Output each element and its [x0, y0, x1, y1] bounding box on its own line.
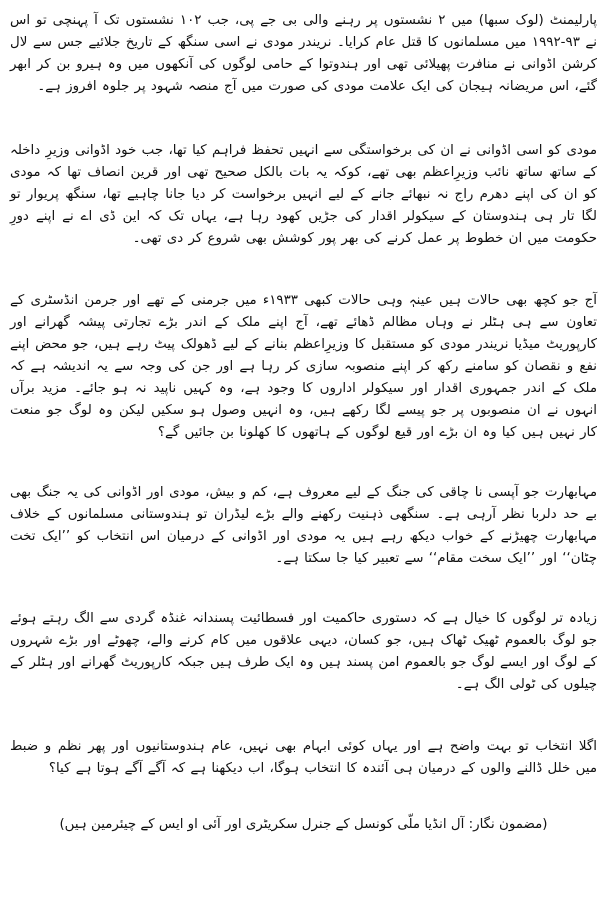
article-paragraph-2: مودی کو اسی اڈوانی نے ان کی برخواستگی سے انہیں تحفظ فراہم کیا تھا، جب خود اڈوانی وزیرِ داخلہ کے ساتھ ساتھ نائب وزیرِاعظم بھی تھے، کوکہ یہ بات بالکل صحیح تھی اور قرین انصاف تھا کہ مودی کو ان کی اپنے دھرم راج نہ نبھائے جانے کے لیے انہیں برخواست کر دیا جانا چاہیے تھا، سنگھ پریوار تو لگا تار ہی ہندوستان کے سیکولر اقدار کی جڑیں کھود رہا ہے، یہاں تک کہ این ڈی اے نے اپنے دورِ حکومت میں ان خطوط پر عمل کرنے کی بھر پور کوشش بھی شروع کر دی تھی۔	[10, 143, 597, 246]
article-paragraph-6: اگلا انتخاب تو بہت واضح ہے اور یہاں کوئی ابہام بھی نہیں، عام ہندوستانیوں اور پھر نظم و ضبط میں خلل ڈالنے والوں کے درمیان ہی آئندہ کا انتخاب ہوگا، اب دیکھنا ہے کہ آگے آگے ہوتا ہے کیا؟	[10, 739, 597, 776]
article-paragraph-3: آج جو کچھ بھی حالات ہیں عینہٖ وہی حالات کبھی ۱۹۳۳ء میں جرمنی کے تھے اور جرمن انڈسٹری کے تعاون سے ہی ہٹلر نے وہاں مظالم ڈھائے تھے، آج اپنے ملک کے اندر بڑے تجارتی پیشہ گھرانے اور کارپوریٹ میڈیا نریندر مودی کو مستقبل کا وزیرِاعظم بنانے کے لیے ڈھولک پیٹ رہے ہیں، جو محض اپنے نفع و نقصان کو سامنے رکھ کر اپنے منصوبہ سازی کر رہا ہے اور جن کی وجہ سے یہ اندیشہ ہے کہ ملک کے اندر جمہوری اقدار اور سیکولر اداروں کا وجود ہے، وہ کہیں ناپید نہ ہو جائے۔ مزید برآں انہوں نے ان منصوبوں پر جو پیسے لگا رکھے ہیں، وہ انہیں وصول ہو سکیں لیکن وہ لوگ جو منعت کار نہیں ہیں کیا وہ ان بڑے اور قیع لوگوں کے ہاتھوں کا کھلونا بن جائیں گے؟	[10, 293, 597, 440]
article-paragraph-4: مہابھارت جو آپسی نا چاقی کی جنگ کے لیے معروف ہے، کم و بیش، مودی اور اڈوانی کی یہ جنگ بھی بے حد دلربا نظر آرہی ہے۔ سنگھی ذہنیت رکھنے والے بڑے لیڈران تو ہندوستانی مسلمانوں کے خلاف مہابھارت چھیڑنے کے خواب دیکھ رہے ہیں یہ مودی اور اڈوانی کے درمیان اس انتخاب کو ’’ایک تخت چٹان‘‘ اور ’’ایک سخت مقام‘‘ سے تعبیر کیا جا سکتا ہے۔	[10, 485, 597, 566]
article-paragraph-5: زیادہ تر لوگوں کا خیال ہے کہ دستوری حاکمیت اور فسطائیت پسندانہ غنڈہ گردی سے الگ رہتے ہوئے جو لوگ بالعموم ٹھیک ٹھاک ہیں، جو کسان، دیہی علاقوں میں کام کرنے والے، چھوٹے اور بڑے شہروں کے لوگ اور ایسے لوگ جو بالعموم امن پسند ہیں وہ ایک طرف ہیں جبکہ کارپوریٹ گھرانے اور ہٹلر کے چیلوں کی ٹولی الگ ہے۔	[10, 611, 597, 692]
author-note: (مضمون نگار: آل انڈیا ملّی کونسل کے جنرل سکریٹری اور آئی او ایس کے چیئرمین ہیں)	[59, 817, 548, 832]
article-paragraph-1: پارلیمنٹ (لوک سبھا) میں ۲ نشستوں پر رہنے والی بی جے پی، جب ۱۰۲ نشستوں تک آ پہنچی تو اس نے ۹۳-۱۹۹۲ میں مسلمانوں کا قتل عام کرایا۔ نریندر مودی نے اسی سنگھ کے تاریخ جلائیے جس سے لال کرشن اڈوانی نے منافرت پھیلائی تھی اور ہندوتوا کے حامی لوگوں کی آنکھوں میں وہ ہیرو بن کر ابھر گئے، اس مریضانہ ہیجان کی ایک علامت مودی کی صورت میں آج منصہ شہود پر جلوہ افروز ہے۔	[10, 13, 598, 94]
